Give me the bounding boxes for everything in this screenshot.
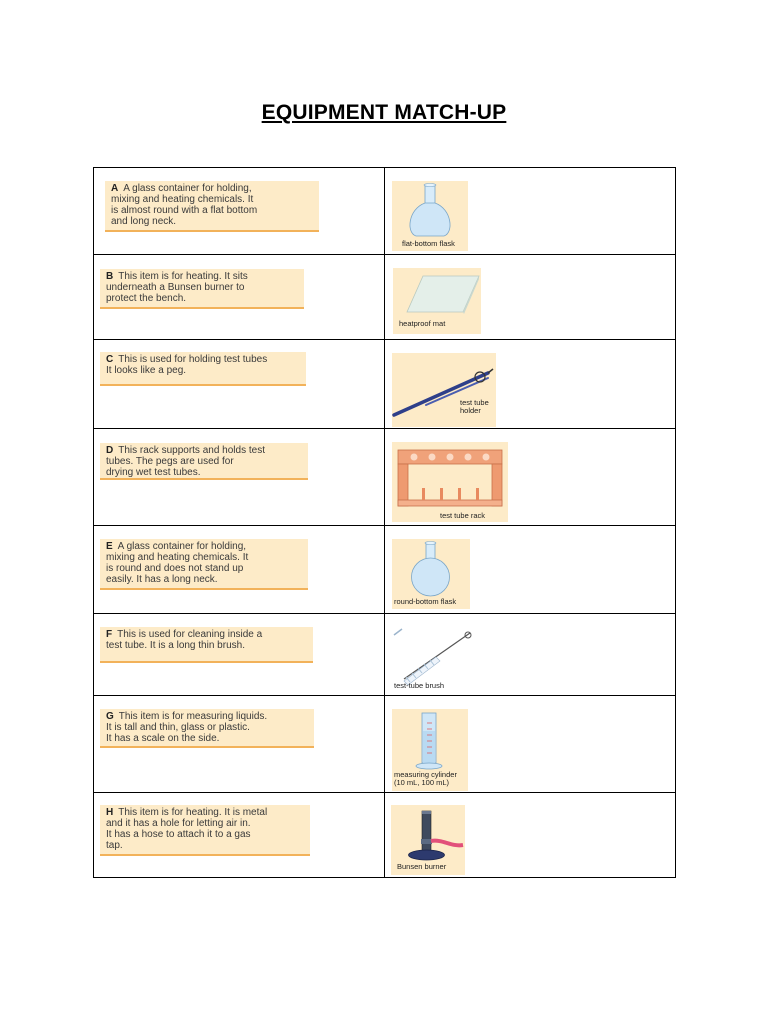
test-tube-holder-icon: [392, 353, 496, 427]
picture-cell: [385, 429, 676, 526]
description-card: [100, 709, 314, 748]
table-row: [94, 340, 676, 429]
description-card: [100, 539, 308, 590]
description-cell: [94, 696, 385, 793]
equipment-table: [93, 167, 676, 878]
equipment-caption: round-bottom flask: [394, 597, 457, 606]
table-row: [94, 168, 676, 255]
description-cell: [94, 526, 385, 614]
heatproof-mat-icon: [393, 268, 481, 334]
table-row: [94, 526, 676, 614]
bunsen-burner-icon: [391, 805, 465, 875]
description-card: [100, 443, 308, 480]
item-description: A glass container for holding, mixing and heating chemicals. It is round and does not stand up easily. It has a long neck.: [106, 541, 249, 585]
item-letter: H: [106, 807, 114, 818]
picture-cell: [385, 793, 676, 878]
item-letter: E: [106, 541, 113, 552]
equipment-caption: Bunsen burner: [397, 862, 447, 871]
equipment-caption: heatproof mat: [399, 319, 446, 328]
picture-cell: [385, 340, 676, 429]
description-card: [100, 269, 304, 309]
item-letter: F: [106, 629, 113, 640]
description-card: [100, 352, 306, 386]
measuring-cylinder-icon: [392, 709, 468, 791]
item-letter: A: [111, 183, 119, 194]
table-row: [94, 429, 676, 526]
picture-cell: [385, 255, 676, 340]
item-description: This is used for cleaning inside a test tube. It is a long thin brush.: [106, 629, 263, 651]
equipment-caption: test tube rack: [440, 511, 486, 520]
item-description: A glass container for holding, mixing and heating chemicals. It is almost round with a flat bottom and long neck.: [111, 183, 258, 227]
item-description: This item is for heating. It sits underneath a Bunsen burner to protect the bench.: [106, 271, 248, 304]
equipment-caption: measuring cylinder (10 mL, 100 mL): [394, 770, 457, 787]
description-cell: [94, 340, 385, 429]
picture-cell: [385, 526, 676, 614]
table-row: [94, 614, 676, 696]
description-cell: [94, 793, 385, 878]
item-description: This rack supports and holds test tubes. The pegs are used for drying wet test tubes.: [106, 445, 265, 478]
item-letter: B: [106, 271, 114, 282]
round-bottom-flask-icon: [392, 539, 470, 609]
picture-cell: [385, 168, 676, 255]
description-card: [100, 805, 310, 856]
page-title: EQUIPMENT MATCH-UP: [261, 101, 507, 124]
item-letter: G: [106, 711, 114, 722]
table-row: [94, 255, 676, 340]
item-description: This is used for holding test tubes It looks like a peg.: [106, 354, 268, 376]
description-cell: [94, 429, 385, 526]
test-tube-brush-icon: [392, 627, 474, 693]
equipment-caption: test-tube brush: [394, 681, 445, 690]
table-row: [94, 696, 676, 793]
item-letter: D: [106, 445, 114, 456]
item-description: This item is for heating. It is metal and it has a hole for letting air in. It has a hose to attach it to a gas tap.: [106, 807, 268, 851]
description-card: [105, 181, 319, 232]
table-row: [94, 793, 676, 878]
flat-bottom-flask-icon: [392, 181, 468, 251]
test-tube-rack-icon: [392, 442, 508, 522]
item-description: This item is for measuring liquids. It is tall and thin, glass or plastic. It has a scale on the side.: [106, 711, 268, 744]
description-card: [100, 627, 313, 663]
equipment-caption: flat-bottom flask: [402, 239, 455, 248]
description-cell: [94, 168, 385, 255]
picture-cell: [385, 614, 676, 696]
description-cell: [94, 255, 385, 340]
equipment-caption: test tube holder: [460, 398, 489, 415]
picture-cell: [385, 696, 676, 793]
item-letter: C: [106, 354, 114, 365]
description-cell: [94, 614, 385, 696]
